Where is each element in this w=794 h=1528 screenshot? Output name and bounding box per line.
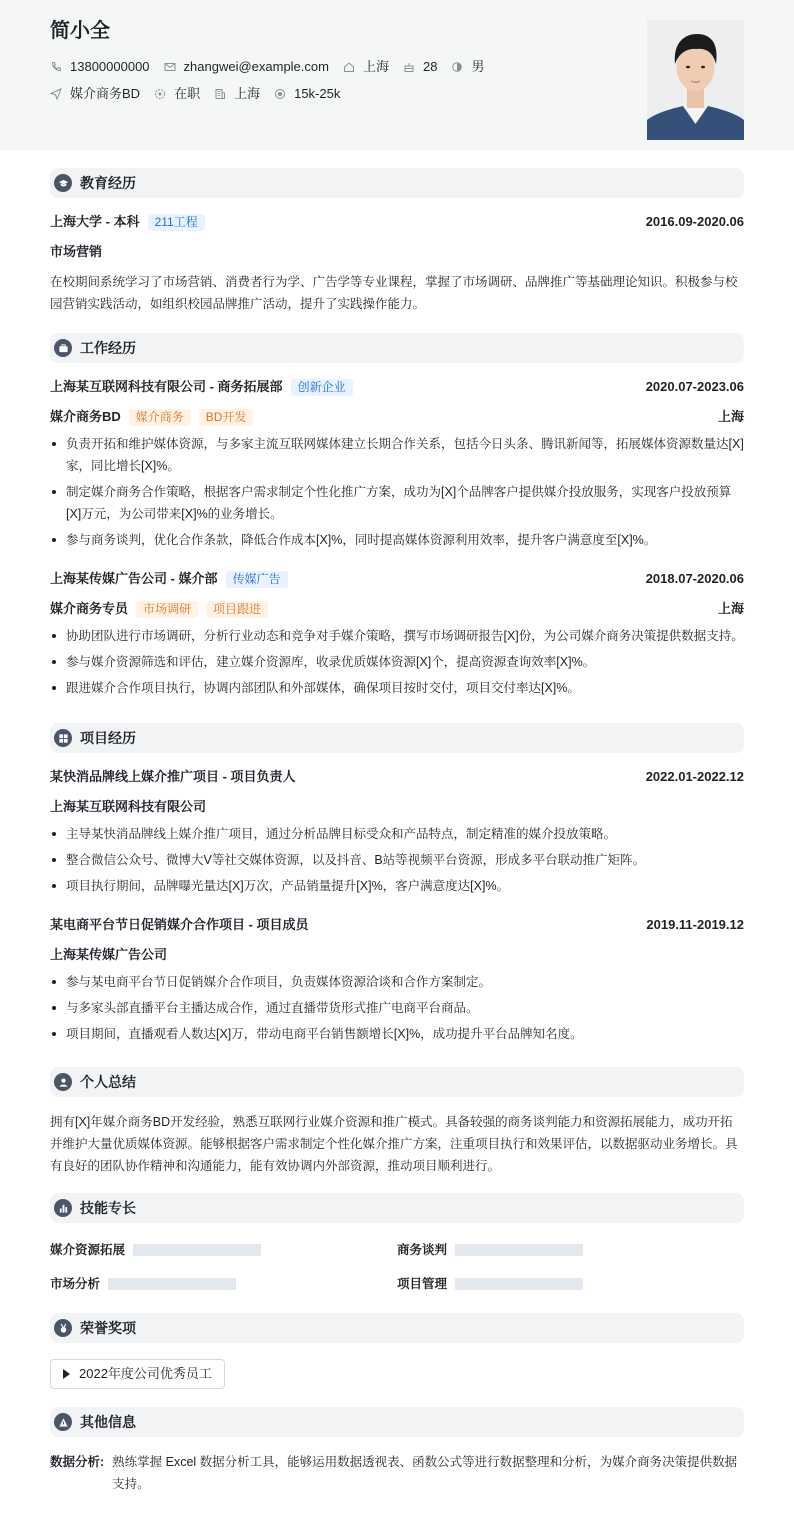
- gender-text: 男: [471, 58, 485, 74]
- city-text: 上海: [234, 85, 261, 101]
- company-name: 上海某互联网科技有限公司 - 商务拓展部: [50, 378, 283, 394]
- bullet-item: 参与某电商平台节日促销媒介合作项目，负责媒体资源洽谈和合作方案制定。: [50, 971, 744, 993]
- skill-name: 项目管理: [397, 1277, 448, 1291]
- city-item: [214, 84, 260, 105]
- target-row: [50, 85, 744, 103]
- other-info-row: [50, 1451, 744, 1495]
- medal-icon: [54, 1319, 72, 1337]
- phone-number: 13800000000: [70, 58, 150, 74]
- location-item: [343, 57, 389, 78]
- bullet-item: 参与媒介资源筛选和评估，建立媒介资源库，收录优质媒体资源[X]个，提高资源查询效率[X]%。: [50, 651, 744, 673]
- skill-bar: [455, 1278, 583, 1290]
- other-info-value: 熟练掌握 Excel 数据分析工具，能够运用数据透视表、函数公式等进行数据整理和分析，为媒介商务决策提供数据支持。: [112, 1455, 738, 1491]
- email-address: zhangwei@example.com: [183, 58, 329, 74]
- salary-item: [274, 84, 340, 105]
- age-text: 28: [422, 58, 438, 74]
- gender-icon: [451, 61, 463, 73]
- work-entry-head: [50, 377, 744, 397]
- work-role-row: [50, 599, 744, 619]
- caret-right-icon: [63, 1369, 70, 1379]
- bar-chart-icon: [54, 1199, 72, 1217]
- work-location: 上海: [717, 600, 744, 616]
- resume-header: [0, 0, 794, 150]
- school-tag: 211工程: [148, 214, 205, 231]
- profile-photo: [647, 20, 744, 140]
- section-skills: [50, 1193, 744, 1223]
- company-line: [50, 569, 288, 590]
- school-name: 上海大学 - 本科: [50, 213, 140, 229]
- summary-text: 拥有[X]年媒介商务BD开发经验，熟悉互联网行业媒介资源和推广模式。具备较强的商务谈判能力和资源拓展能力，成功开拓并维护大量优质媒体资源。能够根据客户需求制定个性化媒介推广方案，注重项目执行和效果评估，以数据驱动业务增长。具有良好的团队协作精神和沟通能力，能有效协调内外部资源，推动项目顺利进行。: [50, 1115, 738, 1173]
- skill-item: [50, 1273, 397, 1295]
- section-projects: [50, 723, 744, 753]
- role-name: 媒介商务专员: [50, 600, 129, 616]
- skill-name: 商务谈判: [397, 1243, 448, 1257]
- bullet-item: 参与商务谈判，优化合作条款，降低合作成本[X]%，同时提高媒体资源利用效率，提升客户满意度至[X]%。: [50, 529, 744, 551]
- skill-item: [50, 1239, 397, 1261]
- work-entry-head: [50, 569, 744, 589]
- role-tag: BD开发: [199, 409, 254, 426]
- work-entry: [50, 569, 744, 699]
- job-target-item: [50, 84, 140, 105]
- company-line: [50, 377, 353, 398]
- school-line: [50, 212, 205, 233]
- bullet-item: 项目执行期间，品牌曝光量达[X]万次，产品销量提升[X]%，客户满意度达[X]%。: [50, 875, 744, 897]
- role-name: 媒介商务BD: [50, 408, 121, 424]
- project-org: 上海某传媒广告公司: [50, 947, 168, 962]
- skill-bar: [133, 1244, 261, 1256]
- info-icon: [54, 1413, 72, 1431]
- section-other: [50, 1407, 744, 1437]
- section-awards: [50, 1313, 744, 1343]
- award-item[interactable]: [50, 1359, 225, 1389]
- project-head: [50, 915, 744, 935]
- section-title-text: 个人总结: [80, 1073, 136, 1090]
- education-entry-head: [50, 212, 744, 232]
- skill-bar: [455, 1244, 583, 1256]
- role-tag: 媒介商务: [129, 409, 191, 426]
- phone-icon: [50, 61, 62, 73]
- work-date: 2018.07-2020.06: [645, 570, 744, 586]
- role-line: [50, 407, 253, 428]
- award-text: 2022年度公司优秀员工: [79, 1365, 212, 1381]
- user-icon: [54, 1073, 72, 1091]
- status-text: 在职: [174, 85, 201, 101]
- role-tag: 项目跟进: [206, 601, 268, 618]
- avatar-portrait: [647, 20, 744, 140]
- email-item: [164, 57, 329, 78]
- education-date: 2016.09-2020.06: [645, 213, 744, 229]
- age-item: [403, 57, 437, 78]
- company-name: 上海某传媒广告公司 - 媒介部: [50, 570, 218, 586]
- mail-icon: [164, 61, 176, 73]
- salary-text: 15k-25k: [294, 85, 341, 101]
- bullet-item: 项目期间，直播观看人数达[X]万，带动电商平台销售额增长[X]%，成功提升平台品牌知名度。: [50, 1023, 744, 1045]
- contact-row: [50, 58, 744, 76]
- project-date: 2022.01-2022.12: [645, 768, 744, 784]
- status-icon: [154, 88, 166, 100]
- role-line: [50, 599, 268, 620]
- skill-item: [397, 1273, 744, 1295]
- cake-icon: [403, 61, 415, 73]
- company-tag: 传媒广告: [226, 571, 288, 588]
- project-entry: [50, 915, 744, 1045]
- section-title-text: 其他信息: [80, 1413, 136, 1430]
- other-info-key: 数据分析:: [50, 1455, 105, 1469]
- education-major: 市场营销: [50, 244, 103, 259]
- section-title-text: 项目经历: [80, 729, 136, 746]
- briefcase-icon: [54, 339, 72, 357]
- work-bullets: [50, 433, 744, 551]
- role-tag: 市场调研: [136, 601, 198, 618]
- section-title-text: 荣誉奖项: [80, 1319, 136, 1336]
- home-icon: [343, 61, 355, 73]
- skill-name: 市场分析: [50, 1277, 101, 1291]
- education-description: 在校期间系统学习了市场营销、消费者行为学、广告学等专业课程，掌握了市场调研、品牌推广等基础理论知识。积极参与校园营销实践活动，如组织校园品牌推广活动，提升了实践操作能力。: [50, 275, 738, 311]
- skill-item: [397, 1239, 744, 1261]
- bullet-item: 跟进媒介合作项目执行，协调内部团队和外部媒体，确保项目按时交付，项目交付率达[X]%。: [50, 677, 744, 699]
- candidate-name: 简小全: [50, 20, 110, 42]
- work-location: 上海: [717, 408, 744, 424]
- phone-item: [50, 57, 150, 78]
- project-title: 某电商平台节日促销媒介合作项目 - 项目成员: [50, 916, 309, 932]
- section-title-text: 教育经历: [80, 174, 136, 191]
- skill-bar: [108, 1278, 236, 1290]
- graduation-cap-icon: [54, 174, 72, 192]
- section-education: [50, 168, 744, 198]
- work-role-row: [50, 407, 744, 427]
- project-head: [50, 767, 744, 787]
- section-title-text: 技能专长: [80, 1199, 136, 1216]
- bullet-item: 制定媒介商务合作策略，根据客户需求制定个性化推广方案，成功为[X]个品牌客户提供媒介投放服务，实现客户投放预算[X]万元，为公司带来[X]%的业务增长。: [50, 481, 744, 525]
- project-entry: [50, 767, 744, 897]
- section-work: [50, 333, 744, 363]
- resume-body: [0, 168, 794, 1495]
- project-title: 某快消品牌线上媒介推广项目 - 项目负责人: [50, 768, 296, 784]
- section-title-text: 工作经历: [80, 339, 136, 356]
- bullet-item: 负责开拓和维护媒体资源，与多家主流互联网媒体建立长期合作关系，包括今日头条、腾讯新闻等，拓展媒体资源数量达[X]家，同比增长[X]%。: [50, 433, 744, 477]
- bullet-item: 协助团队进行市场调研，分析行业动态和竞争对手媒介策略，撰写市场调研报告[X]份，为公司媒介商务决策提供数据支持。: [50, 625, 744, 647]
- company-tag: 创新企业: [291, 379, 353, 396]
- bullet-item: 主导某快消品牌线上媒介推广项目，通过分析品牌目标受众和产品特点，制定精准的媒介投放策略。: [50, 823, 744, 845]
- skill-name: 媒介资源拓展: [50, 1243, 126, 1257]
- job-target-text: 媒介商务BD: [70, 85, 141, 101]
- bullet-item: 整合微信公众号、微博大V等社交媒体资源，以及抖音、B站等视频平台资源，形成多平台联动推广矩阵。: [50, 849, 744, 871]
- gender-item: [451, 57, 484, 78]
- building-icon: [214, 88, 226, 100]
- coin-icon: [274, 88, 286, 100]
- grid-icon: [54, 729, 72, 747]
- project-date: 2019.11-2019.12: [646, 916, 744, 932]
- work-bullets: [50, 625, 744, 699]
- send-icon: [50, 88, 62, 100]
- status-item: [154, 84, 200, 105]
- work-entry: [50, 377, 744, 551]
- project-org: 上海某互联网科技有限公司: [50, 799, 207, 814]
- work-date: 2020.07-2023.06: [645, 378, 744, 394]
- project-bullets: [50, 823, 744, 897]
- section-summary: [50, 1067, 744, 1097]
- project-bullets: [50, 971, 744, 1045]
- skills-grid: [50, 1239, 744, 1295]
- bullet-item: 与多家头部直播平台主播达成合作，通过直播带货形式推广电商平台商品。: [50, 997, 744, 1019]
- location-text: 上海: [362, 58, 389, 74]
